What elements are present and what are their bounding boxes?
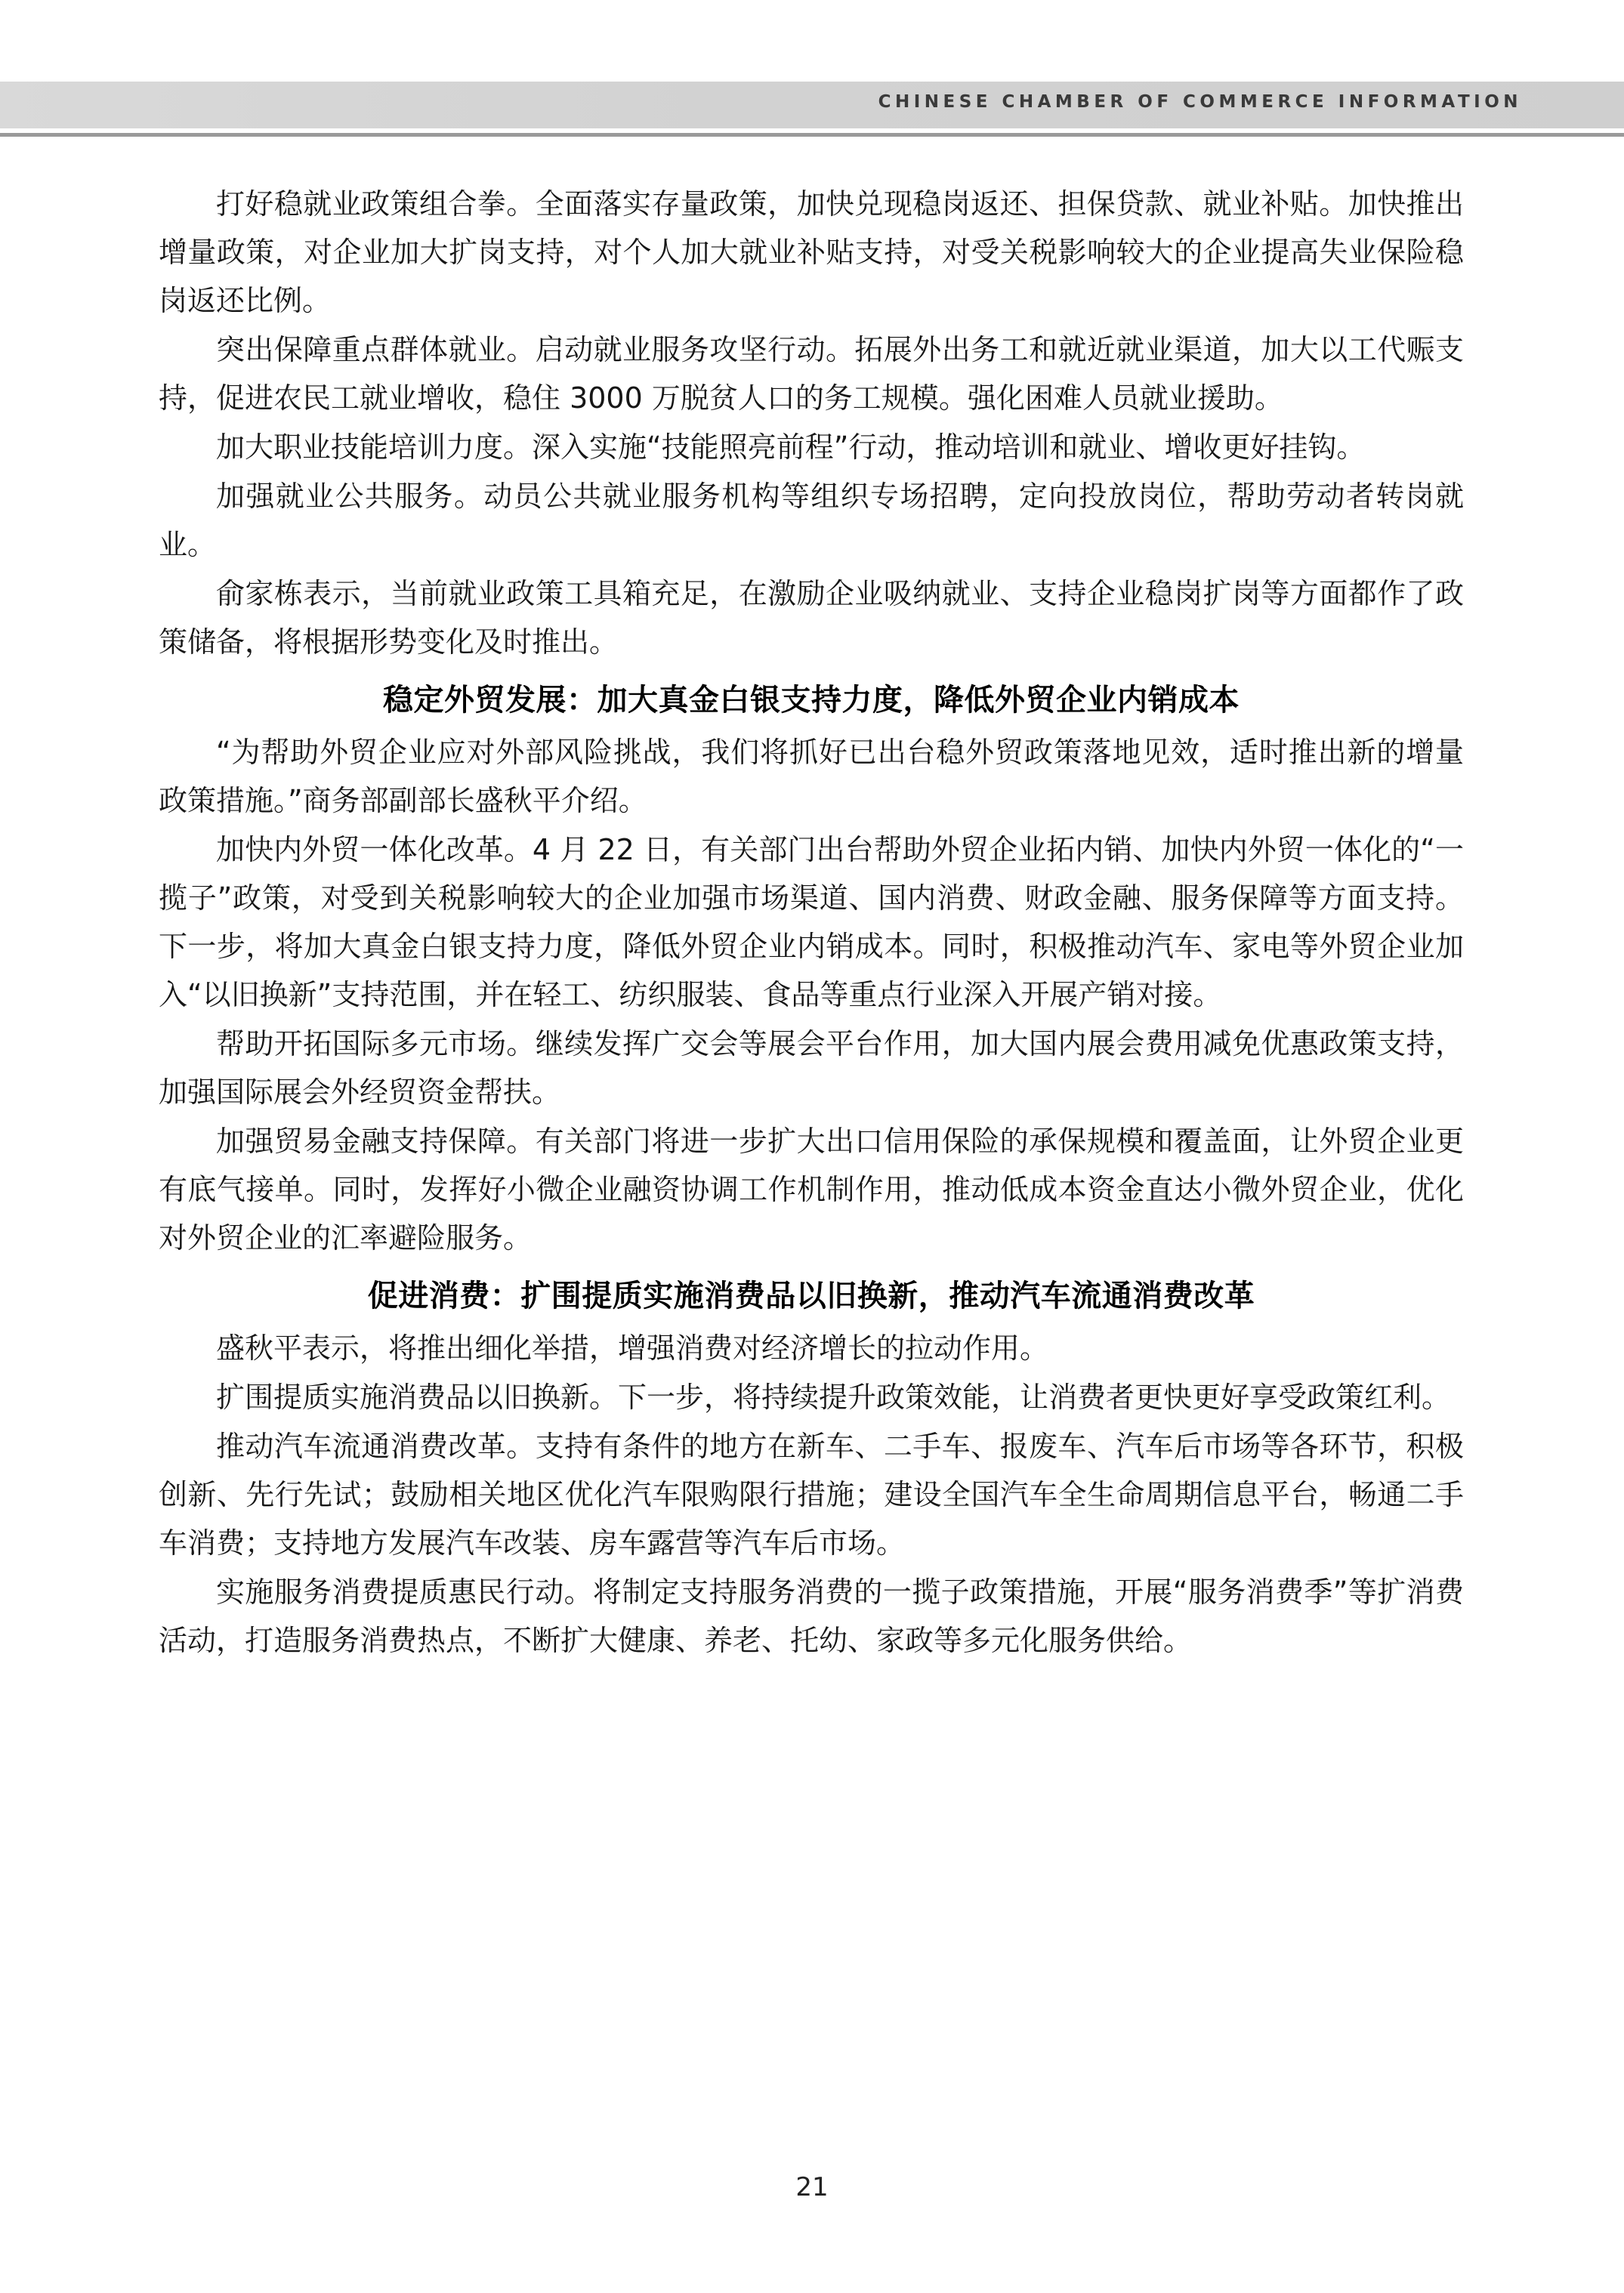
section-subheading: 促进消费：扩围提质实施消费品以旧换新，推动汽车流通消费改革 <box>367 1279 1255 1313</box>
running-header-title: CHINESE CHAMBER OF COMMERCE INFORMATION <box>878 92 1522 112</box>
paragraph: 加强就业公共服务。动员公共就业服务机构等组织专场招聘，定向投放岗位，帮助劳动者转岗就业。 <box>159 480 1464 561</box>
paragraph: 实施服务消费提质惠民行动。将制定支持服务消费的一揽子政策措施，开展“服务消费季”等扩消费活动，打造服务消费热点，不断扩大健康、养老、托幼、家政等多元化服务供给。 <box>159 1575 1464 1657</box>
article-body <box>159 180 1464 1665</box>
paragraph: 推动汽车流通消费改革。支持有条件的地方在新车、二手车、报废车、汽车后市场等各环节，积极创新、先行先试；鼓励相关地区优化汽车限购限行措施；建设全国汽车全生命周期信息平台，畅通二手车消费；支持地方发展汽车改装、房车露营等汽车后市场。 <box>159 1430 1464 1560</box>
paragraph: 扩围提质实施消费品以旧换新。下一步，将持续提升政策效能，让消费者更快更好享受政策红利。 <box>216 1381 1451 1414</box>
page-number: 21 <box>795 2172 829 2202</box>
paragraph: 加大职业技能培训力度。深入实施“技能照亮前程”行动，推动培训和就业、增收更好挂钩。 <box>216 431 1366 464</box>
paragraph: 帮助开拓国际多元市场。继续发挥广交会等展会平台作用，加大国内展会费用减免优惠政策支持，加强国际展会外经贸资金帮扶。 <box>159 1027 1464 1109</box>
paragraph: 加快内外贸一体化改革。4 月 22 日，有关部门出台帮助外贸企业拓内销、加快内外贸一体化的“一揽子”政策，对受到关税影响较大的企业加强市场渠道、国内消费、财政金融、服务保障等方面支持。下一步，将加大真金白银支持力度，降低外贸企业内销成本。同时，积极推动汽车、家电等外贸企业加入“以旧换新”支持范围，并在轻工、纺织服装、食品等重点行业深入开展产销对接。 <box>159 833 1464 1011</box>
header-divider <box>0 133 1624 137</box>
paragraph: 加强贸易金融支持保障。有关部门将进一步扩大出口信用保险的承保规模和覆盖面，让外贸企业更有底气接单。同时，发挥好小微企业融资协调工作机制作用，推动低成本资金直达小微外贸企业，优化对外贸企业的汇率避险服务。 <box>159 1125 1464 1255</box>
paragraph: “为帮助外贸企业应对外部风险挑战，我们将抓好已出台稳外贸政策落地见效，适时推出新的增量政策措施。”商务部副部长盛秋平介绍。 <box>159 736 1464 817</box>
paragraph: 俞家栋表示，当前就业政策工具箱充足，在激励企业吸纳就业、支持企业稳岗扩岗等方面都作了政策储备，将根据形势变化及时推出。 <box>159 577 1464 659</box>
paragraph: 盛秋平表示，将推出细化举措，增强消费对经济增长的拉动作用。 <box>216 1332 1049 1365</box>
paragraph: 突出保障重点群体就业。启动就业服务攻坚行动。拓展外出务工和就近就业渠道，加大以工代赈支持，促进农民工就业增收，稳住 3000 万脱贫人口的务工规模。强化困难人员就业援助。 <box>159 333 1464 415</box>
section-subheading: 稳定外贸发展：加大真金白银支持力度，降低外贸企业内销成本 <box>383 683 1240 718</box>
paragraph: 打好稳就业政策组合拳。全面落实存量政策，加快兑现稳岗返还、担保贷款、就业补贴。加快推出增量政策，对企业加大扩岗支持，对个人加大就业补贴支持，对受关税影响较大的企业提高失业保险稳岗返还比例。 <box>159 187 1464 317</box>
